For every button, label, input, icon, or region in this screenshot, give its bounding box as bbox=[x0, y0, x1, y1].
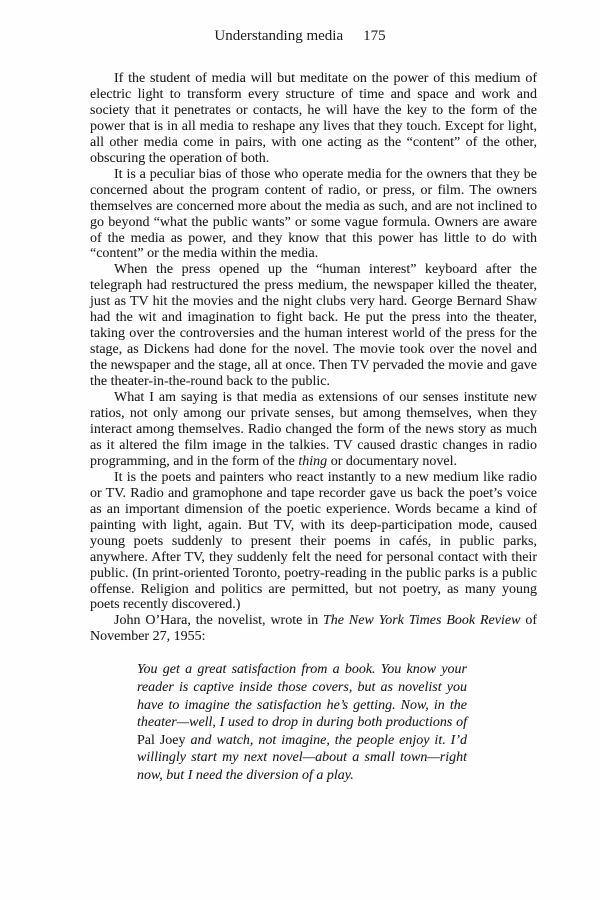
text-segment: You get a great satisfaction from a book. You know your reader is captive inside those covers, but as novelist you have to imagine the satisfaction he’s getting. Now, in the theater—well, I used to drop in during both productions of bbox=[137, 662, 467, 731]
paragraph-3 bbox=[90, 262, 537, 390]
running-header bbox=[0, 28, 600, 45]
text-segment: Pal Joey bbox=[137, 732, 186, 748]
block-quote bbox=[137, 661, 467, 784]
text-segment: of November 27, 1955: bbox=[90, 613, 537, 645]
paragraph-2 bbox=[90, 167, 537, 263]
text-segment: The New York Times Book Review bbox=[323, 613, 521, 629]
paragraph-6 bbox=[90, 613, 537, 645]
text-segment: When the press opened up the “human interest” keyboard after the telegraph had restructured the press medium, the newspaper killed the theater, just as TV hit the movies and the night clubs very hard. George Bernard Shaw had the wit and imagination to fight back. He put the press into the theater, taking over the controversies and the human interest world of the press for the stage, as Dickens had done for the novel. The movie took over the novel and the newspaper and the stage, all at once. Then TV pervaded the movie and gave the theater-in-the-round back to the public. bbox=[90, 262, 537, 390]
text-segment: What I am saying is that media as extensions of our senses institute new ratios, not only among our private senses, but among themselves, when they interact among themselves. Radio changed the form of the news story as much as it altered the film image in the talkies. TV caused drastic changes in radio programming, and in the form of the bbox=[90, 390, 537, 469]
paragraph-1 bbox=[90, 71, 537, 167]
running-header-title: Understanding media bbox=[214, 28, 344, 44]
paragraph-5 bbox=[90, 470, 537, 614]
text-segment: or documentary novel. bbox=[327, 453, 458, 469]
text-segment: If the student of media will but meditate on the power of this medium of electric light to transform every structure of time and space and work and society that it penetrates or contacts, he will have the key to the form of the power that is in all media to reshape any lives that they touch. Except for light, all other media come in pairs, with one acting as the “content” of the other, obscuring the operation of both. bbox=[90, 71, 537, 166]
text-segment: and watch, not imagine, the people enjoy it. I’d willingly start my next novel—about a small town—right now, but I need the diversion of a play. bbox=[137, 732, 467, 783]
paragraph-4 bbox=[90, 390, 537, 470]
text-segment: It is the poets and painters who react instantly to a new medium like radio or TV. Radio and gramophone and tape recorder gave us back the poet’s voice as an important dimension of the poetic experience. Words became a kind of painting with light, again. But TV, with its deep-participation mode, caused young poets suddenly to present their poems in cafés, in public parks, anywhere. After TV, they suddenly felt the need for personal contact with their public. (In print-oriented Toronto, poetry-reading in the public parks is a public offense. Religion and politics are permitted, but not poetry, as many young poets recently discovered.) bbox=[90, 469, 537, 613]
text-segment: thing bbox=[298, 453, 328, 469]
text-segment: It is a peculiar bias of those who operate media for the owners that they be concerned about the program content of radio, or press, or film. The owners themselves are concerned more about the media as such, and are not inclined to go beyond “what the public wants” or some vague formula. Owners are aware of the media as power, and they know that this power has little to do with “content” or the media within the media. bbox=[90, 166, 537, 262]
text-column bbox=[90, 71, 537, 784]
page-number: 175 bbox=[363, 28, 386, 44]
text-segment: John O’Hara, the novelist, wrote in bbox=[114, 613, 324, 629]
